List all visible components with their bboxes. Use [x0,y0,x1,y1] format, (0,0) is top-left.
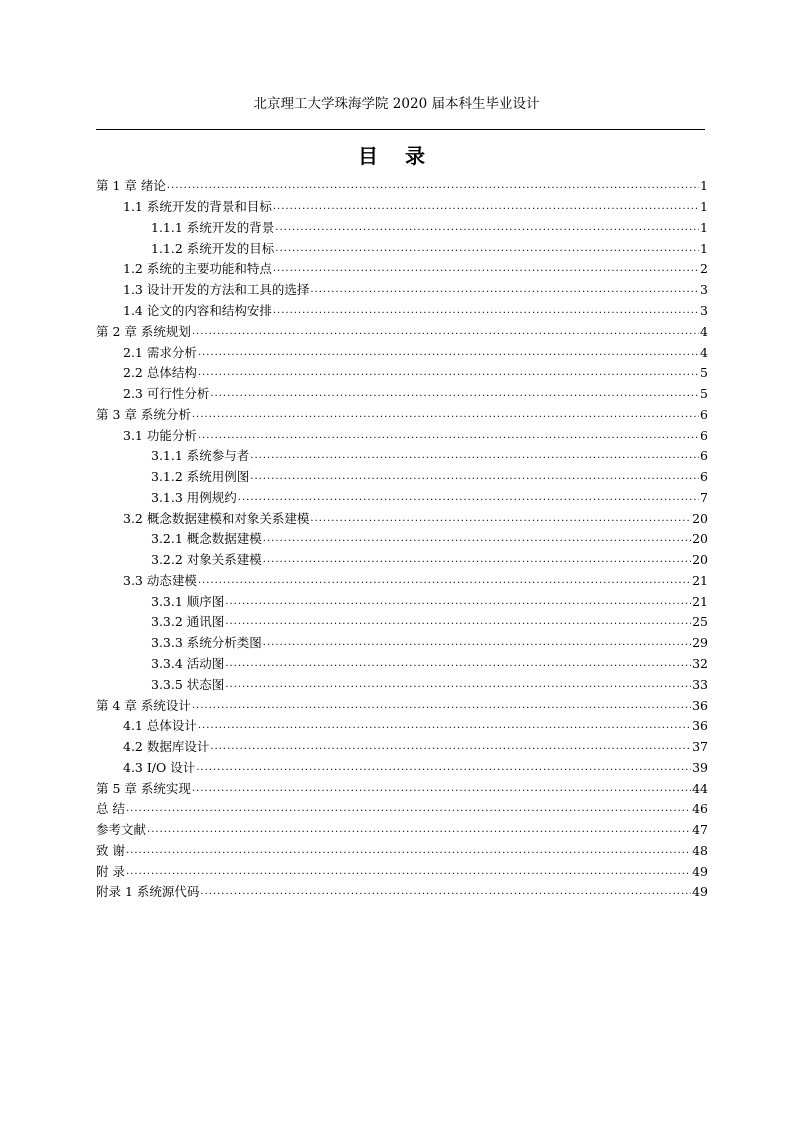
toc-entry-label: 参考文献 [96,822,147,838]
toc-dot-leader [198,573,691,589]
toc-entry-label: 附 录 [96,863,125,879]
toc-list [0,176,793,903]
toc-entry[interactable] [0,218,793,239]
toc-dot-leader [192,781,691,797]
toc-dot-leader [263,552,691,568]
toc-entry-label: 第 4 章 系统设计 [96,697,191,713]
toc-dot-leader [273,199,699,215]
toc-entry[interactable] [0,176,793,197]
toc-dot-leader [198,718,691,734]
toc-page-number: 1 [700,178,708,194]
toc-entry[interactable] [0,737,793,758]
toc-dot-leader [192,407,699,423]
toc-entry[interactable] [0,446,793,467]
toc-page-number: 20 [692,510,708,526]
toc-dot-leader [250,469,699,485]
toc-entry[interactable] [0,363,793,384]
toc-title: 目 录 [358,144,435,168]
toc-entry-label: 3.3 动态建模 [123,572,197,588]
toc-entry-label: 总 结 [96,801,125,817]
toc-entry[interactable] [0,882,793,903]
toc-page-number: 4 [700,344,708,360]
toc-entry[interactable] [0,757,793,778]
toc-entry-label: 3.2.1 概念数据建模 [151,531,262,547]
toc-dot-leader [198,428,699,444]
toc-dot-leader [198,365,699,381]
toc-page-number: 1 [700,199,708,215]
toc-entry-label: 3.2 概念数据建模和对象关系建模 [123,510,310,526]
toc-entry[interactable] [0,778,793,799]
toc-entry-label: 附录 1 系统源代码 [96,884,200,900]
toc-entry[interactable] [0,654,793,675]
toc-dot-leader [250,448,699,464]
toc-page-number: 48 [692,842,708,858]
toc-dot-leader [210,386,699,402]
toc-entry-label: 第 1 章 绪论 [96,178,166,194]
toc-dot-leader [225,656,691,672]
toc-dot-leader [238,490,699,506]
toc-dot-leader [225,677,691,693]
toc-dot-leader [275,241,699,257]
toc-page-number: 4 [700,323,708,339]
toc-entry[interactable] [0,280,793,301]
toc-dot-leader [275,220,699,236]
toc-page-number: 44 [692,780,708,796]
toc-dot-leader [225,614,691,630]
toc-entry-label: 第 3 章 系统分析 [96,406,191,422]
toc-entry-label: 1.1.1 系统开发的背景 [151,219,275,235]
toc-page-number: 49 [692,863,708,879]
toc-page-number: 47 [692,822,708,838]
toc-entry-label: 2.2 总体结构 [123,365,197,381]
toc-page-number: 21 [692,572,708,588]
toc-entry-label: 1.2 系统的主要功能和特点 [123,261,272,277]
toc-dot-leader [126,843,691,859]
toc-entry-label: 3.1.2 系统用例图 [151,469,250,485]
toc-entry[interactable] [0,197,793,218]
toc-page-number: 1 [700,219,708,235]
toc-page-number: 5 [700,386,708,402]
toc-entry[interactable] [0,467,793,488]
toc-dot-leader [273,303,699,319]
toc-dot-leader [126,801,691,817]
toc-entry[interactable] [0,321,793,342]
toc-entry-label: 3.1.3 用例规约 [151,489,237,505]
toc-entry-label: 2.3 可行性分析 [123,386,210,402]
toc-entry-label: 3.3.2 通讯图 [151,614,225,630]
toc-entry-label: 1.1.2 系统开发的目标 [151,240,275,256]
toc-entry-label: 3.3.4 活动图 [151,655,225,671]
toc-entry-label: 第 5 章 系统实现 [96,780,191,796]
toc-entry[interactable] [0,384,793,405]
toc-entry[interactable] [0,404,793,425]
toc-entry-label: 第 2 章 系统规划 [96,323,191,339]
toc-entry-label: 3.3.1 顺序图 [151,593,225,609]
toc-page-number: 21 [692,593,708,609]
toc-entry[interactable] [0,820,793,841]
toc-dot-leader [192,324,699,340]
toc-entry[interactable] [0,508,793,529]
toc-dot-leader [192,698,691,714]
toc-page-number: 6 [700,469,708,485]
toc-page-number: 36 [692,718,708,734]
toc-page-number: 25 [692,614,708,630]
header-divider [96,129,705,130]
toc-entry-label: 3.3.3 系统分析类图 [151,635,262,651]
toc-entry[interactable] [0,571,793,592]
toc-entry[interactable] [0,529,793,550]
toc-page-number: 29 [692,635,708,651]
toc-page-number: 3 [700,302,708,318]
toc-page-number: 33 [692,676,708,692]
toc-entry[interactable] [0,342,793,363]
toc-dot-leader [263,635,691,651]
toc-entry-label: 致 谢 [96,842,125,858]
toc-entry-label: 4.3 I/O 设计 [123,759,196,775]
toc-entry[interactable] [0,487,793,508]
toc-entry[interactable] [0,841,793,862]
toc-entry-label: 1.4 论文的内容和结构安排 [123,302,272,318]
toc-dot-leader [273,261,699,277]
toc-dot-leader [147,822,691,838]
toc-dot-leader [310,282,699,298]
toc-entry-label: 1.3 设计开发的方法和工具的选择 [123,282,310,298]
toc-dot-leader [210,739,691,755]
toc-page-number: 6 [700,427,708,443]
toc-page-number: 39 [692,759,708,775]
toc-dot-leader [310,511,691,527]
toc-entry[interactable] [0,238,793,259]
toc-dot-leader [263,531,691,547]
toc-page-number: 36 [692,697,708,713]
toc-entry[interactable] [0,799,793,820]
toc-entry[interactable] [0,301,793,322]
toc-entry-label: 4.2 数据库设计 [123,739,210,755]
toc-entry[interactable] [0,612,793,633]
toc-page-number: 46 [692,801,708,817]
toc-entry-label: 3.2.2 对象关系建模 [151,552,262,568]
toc-entry-label: 4.1 总体设计 [123,718,197,734]
toc-page-number: 3 [700,282,708,298]
toc-entry[interactable] [0,259,793,280]
toc-entry[interactable] [0,716,793,737]
toc-page-number: 20 [692,552,708,568]
toc-entry[interactable] [0,674,793,695]
toc-entry[interactable] [0,425,793,446]
toc-entry[interactable] [0,695,793,716]
toc-page-number: 6 [700,406,708,422]
toc-page-number: 7 [700,489,708,505]
toc-page-number: 49 [692,884,708,900]
toc-entry-label: 3.1 功能分析 [123,427,197,443]
toc-page-number: 20 [692,531,708,547]
toc-dot-leader [200,884,691,900]
toc-entry-label: 2.1 需求分析 [123,344,197,360]
toc-entry-label: 1.1 系统开发的背景和目标 [123,199,272,215]
toc-dot-leader [126,864,691,880]
toc-page-number: 5 [700,365,708,381]
toc-dot-leader [196,760,691,776]
toc-page-number: 37 [692,739,708,755]
running-header: 北京理工大学珠海学院 2020 届本科生毕业设计 [253,96,540,112]
toc-dot-leader [198,345,699,361]
toc-entry[interactable] [0,861,793,882]
toc-entry[interactable] [0,591,793,612]
toc-page-number: 1 [700,240,708,256]
toc-entry-label: 3.3.5 状态图 [151,676,225,692]
toc-dot-leader [167,178,699,194]
toc-dot-leader [225,594,691,610]
toc-page-number: 6 [700,448,708,464]
toc-entry-label: 3.1.1 系统参与者 [151,448,250,464]
toc-page-number: 2 [700,261,708,277]
toc-entry[interactable] [0,550,793,571]
toc-page-number: 32 [692,655,708,671]
toc-entry[interactable] [0,633,793,654]
